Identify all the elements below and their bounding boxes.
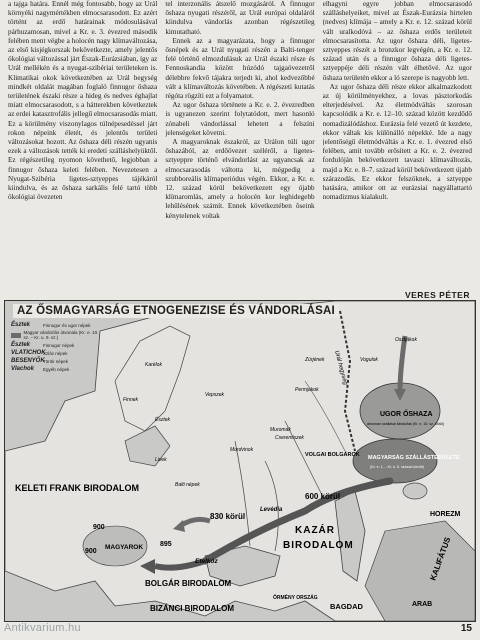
legend-key: BESENYŐK — [11, 358, 45, 364]
author-signature: VERES PÉTER — [404, 290, 470, 300]
legend-item — [11, 350, 99, 356]
region-label-keleti-frank: KELETI FRANK BIRODALOM — [15, 483, 139, 493]
article-column-2 — [165, 0, 314, 290]
route-label-magyarok: MAGYAROK — [105, 544, 144, 551]
paragraph: a tajga határa. Ennél még fontosabb, hogy az Urál környéki nagymértékben elmocsarasodott. Ez azért történt az erdő határainak módosulásával párhuzamosan, mivel a Kr. e. 3. évezred második felében ment végbe a holocén nagy klímaváltozása, az első kisjégkorszak bekövetkezte, amely jelentős ökológiai változással járt Észak-Eurázsiában, így az Urál mellékén és a nyugat-szibériai területeken is. Klimatikai okok következtében az Urál begység mindkét oldalát magában foglaló finnugor őshaza területének északi része a hideg és nedves éghajlat miatt elmocsarasodott, s a hátterekben következtek az erdei katasztrofális jellegű elmocsarasodás miatt. Ez a körülmény viszonylagos túlnépesedéssel járt rokon népeink életét, és jelentős területi változásokat hozott. Az őshaza déli részén ugyanis ezek a változások tették ki eredeti szálláshelyüktől. Ez régészetileg nyomon követhető, legjobban a finnugor őshaza keleti felében. Nevezetesen a Nyugat-Szibéria ligetes-sztyeppes tájékáról kiindulva, és az őshaza sarkális felé tartó több ökológiai övezeten — [8, 0, 158, 202]
paragraph: Ennek az a magyarázata, hogy a finnugor ősnépek és az Urál nyugati részén a Balti-tenger felé történő elmozdulásuk az Urál északi része és Fennoskandia között húzódó tajgaövezetről délebbre fekvő tájakra terjedt ki, ahol kedvezőbbé vált a klímaváltozás követében. A régészeti kutatás régóta rögzíti ezt a folyamatot. — [165, 36, 315, 101]
route-label-levedia: Levédia — [260, 507, 283, 513]
people-label: Permjakok — [295, 387, 319, 393]
route-label-etelkoz: Etelköz — [195, 558, 218, 565]
route-label-900b: 900 — [85, 548, 97, 555]
legend-desc: Finnugor népek — [43, 342, 75, 348]
region-label-bolgar: BOLGÁR BIRODALOM — [145, 579, 232, 588]
route-label-900: 900 — [93, 524, 105, 531]
article-column-3 — [323, 0, 472, 290]
region-label-kazar: KAZÁR — [295, 525, 335, 536]
legend-route-swatch — [11, 333, 21, 338]
region-label-ugor: UGOR ŐSHAZA — [380, 411, 433, 418]
people-label: Muromák — [270, 427, 291, 433]
route-label-895: 895 — [160, 541, 172, 548]
region-note-ugor: ahonnan szállásai kiindultak (Kr. e. 10. sz. körül) — [367, 422, 444, 426]
region-label-kazar-2: BIRODALOM — [283, 540, 354, 551]
legend-key: Vlachok — [11, 366, 35, 372]
people-label: Zürjének — [305, 357, 325, 363]
map-legend — [11, 322, 99, 374]
legend-key: Észtek — [11, 342, 31, 348]
paragraph: Az ugor őshaza története a Kr. e. 2. évezredben is ugyanezen szerint folytatódott, mert hasonló zónabeli vándorlással lehetett a felszíni jelenségeket követni. — [165, 101, 315, 137]
map-title: AZ ŐSMAGYARSÁG ETNOGENEZISE ÉS VÁNDORLÁSAI — [13, 304, 339, 318]
legend-desc: Török népek — [43, 358, 69, 364]
region-label-bizanci: BIZÁNCI BIRODALOM — [150, 604, 234, 613]
legend-desc: Finnugor és ugor népek — [43, 322, 91, 328]
legend-desc: Magyar vándorlás útvonala (Kr. e. 10. sz. – Kr. u. 9. sz.) — [23, 330, 99, 340]
legend-key: Észtek — [11, 322, 31, 328]
region-label-magyarsag: MAGYARSÁG SZÁLLÁSTERÜLETE — [368, 455, 460, 461]
region-label-volzsai: VOLGAI BOLGÁROK — [305, 452, 360, 458]
people-label: Balti népek — [175, 482, 200, 488]
article-column-1 — [8, 0, 157, 290]
people-label: Cseremiszek — [275, 435, 304, 441]
region-note-magyarsag: (Kr. e. 1. – Kr. u. 5. század között) — [370, 465, 425, 469]
region-label-ormeny: ÖRMÉNY ORSZÁG — [273, 595, 318, 601]
magyar-settlement-area — [353, 439, 437, 483]
people-label: Észtek — [155, 417, 171, 423]
region-label-baddad: BAGDAD — [330, 602, 363, 611]
legend-item — [11, 342, 99, 348]
watermark-text: Antikvarium.hu — [4, 622, 81, 634]
people-label: Finnek — [123, 397, 139, 403]
paragraph: Az ugor őshaza déli része ekkor alkalmazkodott az új körülményekhez, a lovas pásztorkodás elterjedésével. Az életmódváltás szorosan kapcsolódik a Kr. e. 12–10. század között kezdődő nomadizálódáshoz. Eurázsia felé vezető út kezdete, ekkor váltak kis különálló népekké. Ide a nagy jelentőségű életmódváltás a Kr. e. 1. évezred első felében, amit tovább erősített a Kr. e. 2. évezred fordulóján bekövetkezett tavaszi klímaváltozás, majd a Kr. e. 8–7. század körül bekövetkezett újabb szárazodás. Ez ekkor felszöknek, a sztyeppe hatására, amikor ott az eurázsiai nagyállattartó nomadizmus kialakult. — [322, 82, 472, 202]
page-number: 15 — [460, 623, 472, 634]
legend-key: VLATICHOK — [11, 350, 46, 356]
route-label-830: 830 körül — [210, 512, 246, 521]
legend-desc: Egyéb népek — [43, 366, 70, 372]
paragraph: A magyaroknak északról, az Urálon túli ugor őshazából, az erdőövezet széléről, a ligetes-sztyeppre történő elvándorlást az ugyancsak az elmocsarasodás váltotta ki, mégpedig a szubboreális klímaperiódus végén. Ekkor, a Kr. e. 12. század körül bekövetkezett egy újabb klímaromlás, amely a holocén kor leghidegebb lehűlésének számít. Ennek következtében õseink kénytelenek voltak — [165, 138, 315, 220]
region-label-ural: Urál hegység — [333, 349, 349, 386]
legend-item — [11, 322, 99, 328]
people-label: Vogulok — [360, 357, 378, 363]
people-label: Osztjákok — [395, 337, 417, 343]
legend-item — [11, 330, 99, 340]
people-label: Vepszek — [205, 392, 224, 398]
region-label-kalifatus: KALIFÁTUS — [428, 536, 453, 582]
legend-desc: Szláv népek — [43, 350, 68, 356]
route-label-600: 600 körül — [305, 492, 341, 501]
migration-map — [4, 300, 476, 622]
aral-sea — [403, 483, 427, 499]
region-label-arab: ARAB — [412, 601, 433, 608]
paragraph: tel interzonális átszelő mozgásáról. A finnugor őshaza nyugati részéről, az Urál európai oldaláról kiindulva vándorlás azonban régészetileg kimutatható. — [165, 0, 315, 36]
legend-item — [11, 366, 99, 372]
people-label: Livek — [155, 457, 167, 463]
article-columns — [8, 0, 472, 290]
paragraph: elhagyni egyre jobban elmocsarasodó szálláshelyeiket, mivel az Észak-Eurázsia hirtelen (nedves) klímája – amely a Kr. e. 12. század körül vált uralkodóvá – az őshaza erdős területeit elmocsarasította. Az ugor őshaza déli, ligetes-sztyeppes részét a bronzkor legvégén, a Kr. e. 12. század után és a finnugor őshaza déli ligetes-sztyeppéje déli részén vált élhetővé. Az ugor őshaza területén ekkor a ló szerepe is nagyobb lett. — [322, 0, 472, 82]
people-label: Mordvinok — [230, 447, 254, 453]
people-label: Karélok — [145, 362, 162, 368]
legend-item — [11, 358, 99, 364]
region-label-horezm: HOREZM — [430, 511, 461, 518]
